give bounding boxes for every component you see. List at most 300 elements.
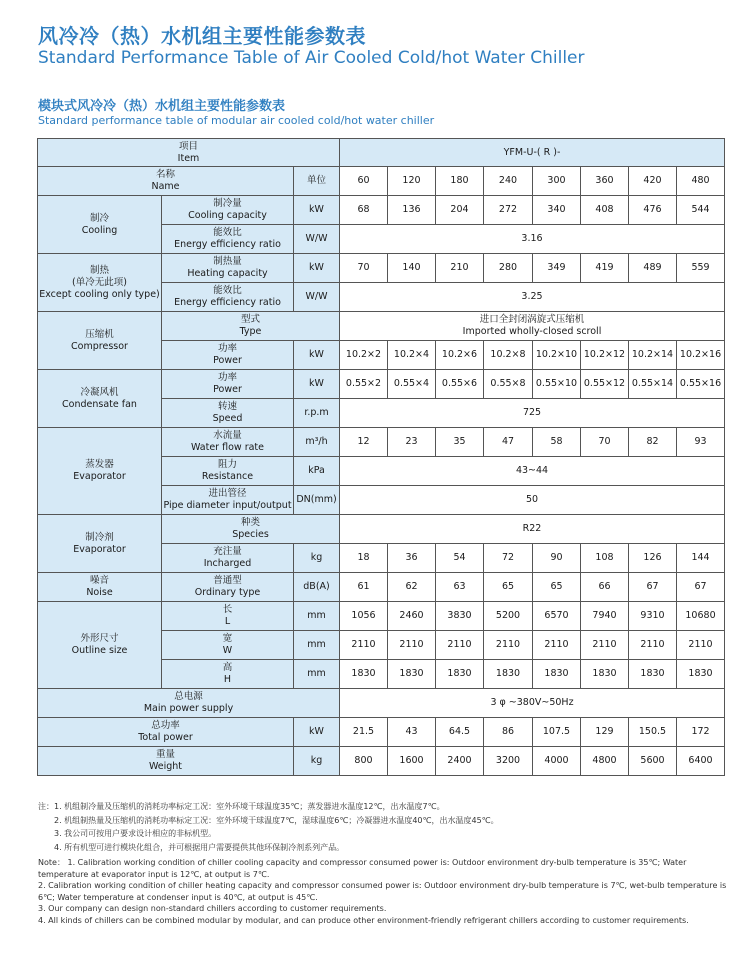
page-title-en: Standard Performance Table of Air Cooled Cold/hot Water Chiller — [38, 48, 585, 68]
noise-value — [629, 573, 677, 602]
label-charge-text-1: Incharged — [203, 558, 252, 569]
charge-value — [340, 544, 388, 573]
label-pipe — [162, 486, 294, 515]
label-noise-ordinary — [162, 573, 294, 602]
label-charge-text-0: 充注量 — [213, 546, 242, 557]
model-value-text-0: 360 — [595, 175, 614, 186]
length-value-text-0: 2460 — [399, 610, 424, 621]
charge-value — [484, 544, 533, 573]
weight-value-text-0: 5600 — [640, 755, 665, 766]
width-value-text-0: 2110 — [351, 639, 376, 650]
weight-value-text-0: 4000 — [544, 755, 569, 766]
water-flow-value-text-0: 35 — [453, 436, 466, 447]
noise-value-text-0: 63 — [453, 581, 466, 592]
cooling-capacity-value — [436, 196, 484, 225]
model-value-text-0: 300 — [547, 175, 566, 186]
water-flow-value-text-0: 12 — [357, 436, 370, 447]
unit — [294, 196, 340, 225]
label-heating-eer-text-0: 能效比 — [213, 285, 242, 296]
charge-value — [581, 544, 629, 573]
heating-capacity-value-text-0: 489 — [643, 262, 662, 273]
model-value — [340, 167, 388, 196]
species-value — [340, 515, 725, 544]
width-value — [629, 631, 677, 660]
label-fan-power — [162, 370, 294, 399]
unit-text-0: m³/h — [305, 436, 328, 447]
page-title-cn: 风冷冷（热）水机组主要性能参数表 — [38, 24, 366, 48]
cooling-capacity-value-text-0: 204 — [450, 204, 469, 215]
height-value — [388, 660, 436, 689]
noise-value — [340, 573, 388, 602]
water-flow-value — [677, 428, 725, 457]
label-noise-ordinary-text-0: 普通型 — [213, 575, 242, 586]
height-value — [436, 660, 484, 689]
label-compressor-type-text-1: Type — [239, 326, 262, 337]
label-length-text-1: L — [224, 616, 231, 627]
label-heating-eer — [162, 283, 294, 312]
height-value-text-0: 1830 — [592, 668, 617, 679]
label-fan-speed-text-0: 转速 — [217, 401, 237, 412]
noise-value-text-0: 62 — [405, 581, 418, 592]
weight-value — [436, 747, 484, 776]
group-noise-text-0: 噪音 — [89, 575, 109, 586]
total-power-value-text-0: 86 — [501, 726, 515, 737]
length-value-text-0: 3830 — [447, 610, 472, 621]
unit-text-0: kPa — [308, 465, 325, 476]
noise-value-text-0: 65 — [501, 581, 515, 592]
charge-value — [436, 544, 484, 573]
fan-power-value-text-0: 0.55×6 — [441, 378, 478, 389]
label-fan-power-text-0: 功率 — [217, 372, 237, 383]
unit — [294, 341, 340, 370]
length-value — [340, 602, 388, 631]
noise-value — [388, 573, 436, 602]
width-value — [677, 631, 725, 660]
group-refrigerant-text-1: Evaporator — [73, 543, 126, 555]
height-value-text-0: 1830 — [640, 668, 665, 679]
width-value-text-0: 2110 — [399, 639, 424, 650]
unit-text-0: W/W — [305, 233, 328, 244]
fan-power-value-text-0: 0.55×8 — [490, 378, 526, 389]
noise-value — [436, 573, 484, 602]
group-heating-text-1: (单冷无此项) — [72, 276, 127, 288]
noise-value — [533, 573, 581, 602]
label-resistance-text-1: Resistance — [201, 471, 254, 482]
label-cooling-capacity — [162, 196, 294, 225]
total-power-value — [629, 718, 677, 747]
unit — [294, 486, 340, 515]
unit — [294, 573, 340, 602]
label-compressor-type — [162, 312, 340, 341]
weight-value-text-0: 1600 — [399, 755, 424, 766]
group-fan — [38, 370, 162, 428]
fan-power-value — [581, 370, 629, 399]
label-pipe-text-1: Pipe diameter input/output — [163, 500, 292, 511]
cooling-capacity-value — [581, 196, 629, 225]
height-value-text-0: 1830 — [399, 668, 424, 679]
performance-table — [37, 138, 725, 776]
cooling-capacity-value — [340, 196, 388, 225]
height-value — [677, 660, 725, 689]
cooling-capacity-value-text-0: 340 — [547, 204, 566, 215]
group-outline-text-1: Outline size — [71, 645, 128, 656]
charge-value-text-0: 36 — [405, 552, 418, 563]
row-name-label-text-0: 名称 — [155, 169, 175, 180]
label-water-flow — [162, 428, 294, 457]
width-value-text-0: 2110 — [447, 639, 472, 650]
charge-value-text-0: 54 — [453, 552, 466, 563]
length-value — [484, 602, 533, 631]
heating-capacity-value-text-0: 419 — [595, 262, 614, 273]
compressor-power-value — [533, 341, 581, 370]
noise-value-text-0: 67 — [694, 581, 707, 592]
model-value-text-0: 240 — [498, 175, 518, 186]
unit — [294, 602, 340, 631]
noise-value — [581, 573, 629, 602]
total-power-value-text-0: 64.5 — [448, 726, 471, 737]
resistance-value-text-0: 43~44 — [515, 465, 549, 476]
noise-value — [484, 573, 533, 602]
height-value — [484, 660, 533, 689]
compressor-type-value-text-0: 进口全封闭涡旋式压缩机 — [479, 314, 585, 325]
group-outline-text-0: 外形尺寸 — [80, 633, 119, 644]
label-height-text-1: H — [223, 674, 232, 685]
unit — [294, 718, 340, 747]
length-value-text-0: 1056 — [351, 610, 376, 621]
total-power-value-text-0: 107.5 — [542, 726, 571, 737]
water-flow-value — [581, 428, 629, 457]
weight-value-text-0: 3200 — [495, 755, 521, 766]
water-flow-value — [340, 428, 388, 457]
group-fan-text-1: Condensate fan — [62, 398, 137, 410]
unit-text-0: dB(A) — [303, 581, 330, 592]
label-total-power-text-0: 总功率 — [151, 720, 180, 731]
unit — [294, 660, 340, 689]
height-value — [629, 660, 677, 689]
compressor-power-value-text-0: 10.2×4 — [393, 349, 430, 360]
note-cn-2: 2. 机组制热量及压缩机的消耗功率标定工况：室外环境干球温度7℃，湿球温度6℃；冷凝器进水温度40℃，出水温度45℃。 — [54, 815, 499, 825]
fan-power-value-text-0: 0.55×4 — [393, 378, 430, 389]
water-flow-value — [388, 428, 436, 457]
label-fan-speed — [162, 399, 294, 428]
fan-power-value — [677, 370, 725, 399]
note-en-2: 2. Calibration working condition of chiller heating capacity and compressor consumed power is: Outdoor environment dry-bulb temperature is 7℃, wet-bulb temperature is 6℃; Water temperature at condenser input is 40℃, at output is 45℃. — [38, 881, 727, 902]
label-length-text-0: 长 — [222, 604, 233, 615]
table-subtitle-cn: 模块式风冷冷（热）水机组主要性能参数表 — [38, 99, 286, 114]
length-value-text-0: 10680 — [685, 610, 716, 621]
model-value — [388, 167, 436, 196]
heating-capacity-value-text-0: 559 — [691, 262, 710, 273]
length-value — [533, 602, 581, 631]
total-power-value-text-0: 172 — [691, 726, 710, 737]
group-evaporator — [38, 428, 162, 515]
model-value — [533, 167, 581, 196]
label-cooling-eer-text-0: 能效比 — [213, 227, 242, 238]
label-total-power — [38, 718, 294, 747]
label-heating-eer-text-1: Energy efficiency ratio — [174, 297, 281, 308]
water-flow-value-text-0: 82 — [646, 436, 659, 447]
water-flow-value-text-0: 70 — [598, 436, 611, 447]
model-value — [484, 167, 533, 196]
unit — [294, 283, 340, 312]
width-value — [340, 631, 388, 660]
unit-text-0: kW — [309, 726, 324, 737]
water-flow-value — [484, 428, 533, 457]
charge-value — [629, 544, 677, 573]
fan-speed-value-text-0: 725 — [522, 407, 542, 418]
width-value-text-0: 2110 — [495, 639, 521, 650]
fan-power-value-text-0: 0.55×14 — [631, 378, 674, 389]
cooling-capacity-value — [388, 196, 436, 225]
weight-value-text-0: 4800 — [592, 755, 617, 766]
compressor-power-value — [581, 341, 629, 370]
length-value-text-0: 7940 — [592, 610, 617, 621]
width-value — [388, 631, 436, 660]
weight-value — [533, 747, 581, 776]
total-power-value — [677, 718, 725, 747]
cooling-capacity-value-text-0: 544 — [691, 204, 710, 215]
group-cooling-text-1: Cooling — [81, 224, 118, 236]
water-flow-value — [436, 428, 484, 457]
label-total-power-text-1: Total power — [138, 732, 193, 743]
cooling-eer-value-text-0: 3.16 — [521, 233, 543, 244]
total-power-value-text-0: 43 — [405, 726, 418, 737]
charge-value-text-0: 144 — [691, 552, 710, 563]
pipe-value — [340, 486, 725, 515]
heating-capacity-value — [533, 254, 581, 283]
row-name-unit-text-0: 单位 — [306, 175, 326, 186]
fan-power-value-text-0: 0.55×2 — [345, 378, 382, 389]
compressor-power-value-text-0: 10.2×8 — [490, 349, 526, 360]
label-width — [162, 631, 294, 660]
model-value — [581, 167, 629, 196]
main-power-value-text-0: 3 φ ~380V~50Hz — [490, 697, 574, 708]
water-flow-value-text-0: 58 — [550, 436, 563, 447]
total-power-value-text-0: 21.5 — [352, 726, 375, 737]
label-height-text-0: 高 — [222, 662, 233, 673]
heating-capacity-value-text-0: 140 — [402, 262, 421, 273]
species-value-text-0: R22 — [522, 523, 542, 534]
fan-power-value-text-0: 0.55×10 — [535, 378, 578, 389]
heating-capacity-value — [388, 254, 436, 283]
fan-power-value-text-0: 0.55×12 — [583, 378, 626, 389]
label-charge — [162, 544, 294, 573]
cooling-capacity-value — [677, 196, 725, 225]
header-item — [38, 139, 340, 167]
height-value-text-0: 1830 — [351, 668, 376, 679]
unit-text-0: kW — [309, 262, 324, 273]
model-value — [436, 167, 484, 196]
width-value-text-0: 2110 — [544, 639, 569, 650]
compressor-power-value-text-0: 10.2×16 — [679, 349, 722, 360]
model-value — [629, 167, 677, 196]
model-value-text-0: 120 — [402, 175, 421, 186]
model-value — [677, 167, 725, 196]
total-power-value — [388, 718, 436, 747]
total-power-value-text-0: 150.5 — [638, 726, 667, 737]
label-width-text-0: 宽 — [222, 633, 233, 644]
heating-capacity-value-text-0: 70 — [357, 262, 370, 273]
compressor-type-value — [340, 312, 725, 341]
label-cooling-capacity-text-1: Cooling capacity — [188, 210, 267, 221]
cooling-capacity-value-text-0: 476 — [643, 204, 662, 215]
label-resistance-text-0: 阻力 — [217, 459, 237, 470]
charge-value — [388, 544, 436, 573]
group-evaporator-text-0: 蒸发器 — [85, 459, 114, 470]
label-weight-text-1: Weight — [148, 761, 183, 772]
weight-value-text-0: 800 — [354, 755, 373, 766]
length-value — [677, 602, 725, 631]
fan-power-value — [629, 370, 677, 399]
total-power-value — [436, 718, 484, 747]
group-refrigerant — [38, 515, 162, 573]
compressor-power-value-text-0: 10.2×10 — [535, 349, 578, 360]
fan-power-value — [436, 370, 484, 399]
label-compressor-type-text-0: 型式 — [240, 314, 260, 325]
length-value — [388, 602, 436, 631]
water-flow-value — [533, 428, 581, 457]
pipe-value-text-0: 50 — [525, 494, 539, 505]
weight-value — [484, 747, 533, 776]
label-main-power-text-1: Main power supply — [143, 703, 234, 714]
water-flow-value-text-0: 47 — [501, 436, 515, 447]
unit-text-0: W/W — [305, 291, 328, 302]
cooling-capacity-value-text-0: 272 — [498, 204, 518, 215]
charge-value-text-0: 18 — [357, 552, 370, 563]
height-value — [340, 660, 388, 689]
weight-value-text-0: 6400 — [688, 755, 713, 766]
charge-value-text-0: 108 — [595, 552, 614, 563]
unit — [294, 399, 340, 428]
unit — [294, 428, 340, 457]
label-main-power-text-0: 总电源 — [174, 691, 203, 702]
label-compressor-power-text-1: Power — [213, 355, 242, 366]
charge-value — [533, 544, 581, 573]
height-value — [581, 660, 629, 689]
group-evaporator-text-1: Evaporator — [73, 471, 126, 482]
heating-capacity-value — [340, 254, 388, 283]
weight-value — [629, 747, 677, 776]
fan-speed-value — [340, 399, 725, 428]
unit-text-0: mm — [307, 610, 326, 621]
label-fan-power-text-1: Power — [213, 384, 242, 395]
unit — [294, 457, 340, 486]
label-weight-text-0: 重量 — [155, 749, 175, 760]
noise-value-text-0: 67 — [646, 581, 659, 592]
label-compressor-power — [162, 341, 294, 370]
label-length — [162, 602, 294, 631]
compressor-power-value-text-0: 10.2×2 — [345, 349, 382, 360]
compressor-power-value — [677, 341, 725, 370]
label-cooling-eer — [162, 225, 294, 254]
unit-text-0: mm — [307, 639, 326, 650]
heating-capacity-value-text-0: 280 — [498, 262, 518, 273]
cooling-capacity-value-text-0: 68 — [357, 204, 370, 215]
height-value-text-0: 1830 — [447, 668, 472, 679]
row-name-label — [38, 167, 294, 196]
group-compressor-text-0: 压缩机 — [85, 328, 114, 340]
header-item-text-0: 项目 — [178, 140, 198, 152]
heating-capacity-value — [629, 254, 677, 283]
label-weight — [38, 747, 294, 776]
total-power-value — [484, 718, 533, 747]
unit-text-0: kg — [310, 755, 323, 766]
group-cooling-text-0: 制冷 — [89, 212, 109, 224]
width-value — [533, 631, 581, 660]
height-value-text-0: 1830 — [544, 668, 569, 679]
cooling-capacity-value-text-0: 408 — [595, 204, 614, 215]
label-water-flow-text-1: Water flow rate — [191, 442, 264, 453]
compressor-power-value — [484, 341, 533, 370]
heating-capacity-value-text-0: 349 — [547, 262, 566, 273]
note-cn-1: 注：1. 机组制冷量及压缩机的消耗功率标定工况：室外环境干球温度35℃；蒸发器进水温度12℃，出水温度7℃。 — [38, 802, 445, 811]
header-item-text-1: Item — [177, 152, 200, 164]
noise-value — [677, 573, 725, 602]
model-value-text-0: 60 — [357, 175, 370, 186]
total-power-value-text-0: 129 — [595, 726, 614, 737]
heating-eer-value — [340, 283, 725, 312]
group-cooling — [38, 196, 162, 254]
group-refrigerant-text-0: 制冷剂 — [85, 531, 114, 543]
notes-chinese — [38, 800, 728, 854]
note-cn-3: 3. 我公司可按用户要求设计相应的非标机型。 — [54, 829, 217, 838]
unit — [294, 747, 340, 776]
length-value-text-0: 5200 — [495, 610, 521, 621]
length-value-text-0: 9310 — [640, 610, 665, 621]
unit-text-0: kg — [310, 552, 323, 563]
weight-value — [340, 747, 388, 776]
noise-value-text-0: 65 — [550, 581, 563, 592]
noise-value-text-0: 66 — [598, 581, 611, 592]
note-en-4: 4. All kinds of chillers can be combined modular by modular, and can produce other environment-friendly refrigerant chillers according to customer requirements. — [38, 915, 689, 925]
group-compressor-text-1: Compressor — [71, 340, 128, 352]
unit — [294, 370, 340, 399]
label-heating-capacity — [162, 254, 294, 283]
unit — [294, 631, 340, 660]
water-flow-value-text-0: 23 — [405, 436, 418, 447]
compressor-power-value — [388, 341, 436, 370]
label-water-flow-text-0: 水流量 — [213, 430, 242, 441]
label-cooling-capacity-text-0: 制冷量 — [213, 198, 242, 209]
unit-text-0: r.p.m — [304, 407, 329, 418]
label-species-text-1: Species — [232, 529, 269, 540]
compressor-power-value-text-0: 10.2×6 — [441, 349, 478, 360]
weight-value-text-0: 2400 — [447, 755, 472, 766]
compressor-power-value — [629, 341, 677, 370]
note-cn-4: 4. 所有机型可进行模块化组合，并可根据用户需要提供其他环保制冷剂系列产品。 — [54, 842, 345, 852]
water-flow-value-text-0: 93 — [694, 436, 707, 447]
heating-capacity-value — [677, 254, 725, 283]
label-heating-capacity-text-1: Heating capacity — [187, 268, 268, 279]
label-resistance — [162, 457, 294, 486]
charge-value-text-0: 90 — [550, 552, 563, 563]
noise-value-text-0: 61 — [357, 581, 370, 592]
cooling-capacity-value-text-0: 136 — [402, 204, 421, 215]
heating-capacity-value — [484, 254, 533, 283]
height-value-text-0: 1830 — [688, 668, 713, 679]
group-noise-text-1: Noise — [86, 587, 113, 598]
unit — [294, 544, 340, 573]
compressor-type-value-text-1: Imported wholly-closed scroll — [462, 326, 602, 337]
label-fan-speed-text-1: Speed — [212, 413, 243, 424]
charge-value-text-0: 72 — [501, 552, 515, 563]
note-en-3: 3. Our company can design non-standard chillers according to customer requirements. — [38, 904, 387, 913]
group-outline — [38, 602, 162, 689]
label-noise-ordinary-text-1: Ordinary type — [194, 587, 261, 598]
compressor-power-value — [340, 341, 388, 370]
fan-power-value — [533, 370, 581, 399]
compressor-power-value-text-0: 10.2×12 — [583, 349, 626, 360]
